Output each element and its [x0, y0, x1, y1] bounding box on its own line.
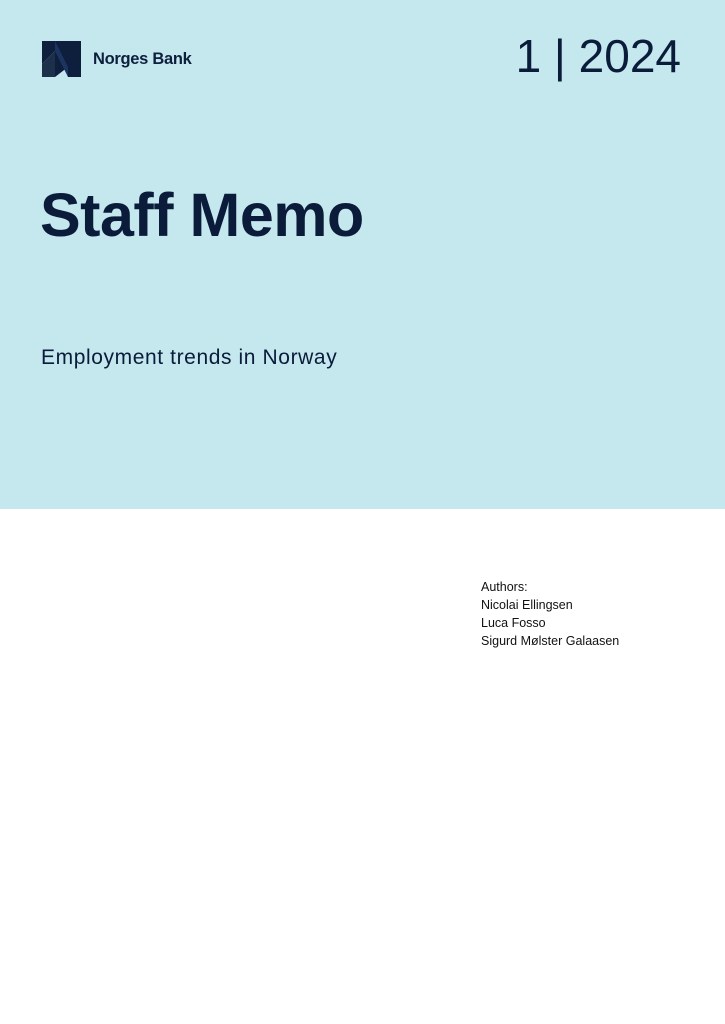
logo-text: Norges Bank: [93, 49, 192, 68]
cover-panel: [0, 0, 725, 509]
document-subtitle: Employment trends in Norway: [41, 346, 338, 369]
issue-number: 1 | 2024: [515, 30, 681, 82]
author-name: Sigurd Mølster Galaasen: [481, 634, 620, 648]
norges-bank-n-logo-icon: [42, 41, 81, 77]
author-name: Luca Fosso: [481, 616, 546, 630]
document-title: Staff Memo: [40, 181, 364, 249]
authors-block: [481, 578, 619, 650]
authors-label: Authors:: [481, 580, 528, 594]
author-name: Nicolai Ellingsen: [481, 598, 573, 612]
norges-bank-logo: [42, 41, 191, 77]
